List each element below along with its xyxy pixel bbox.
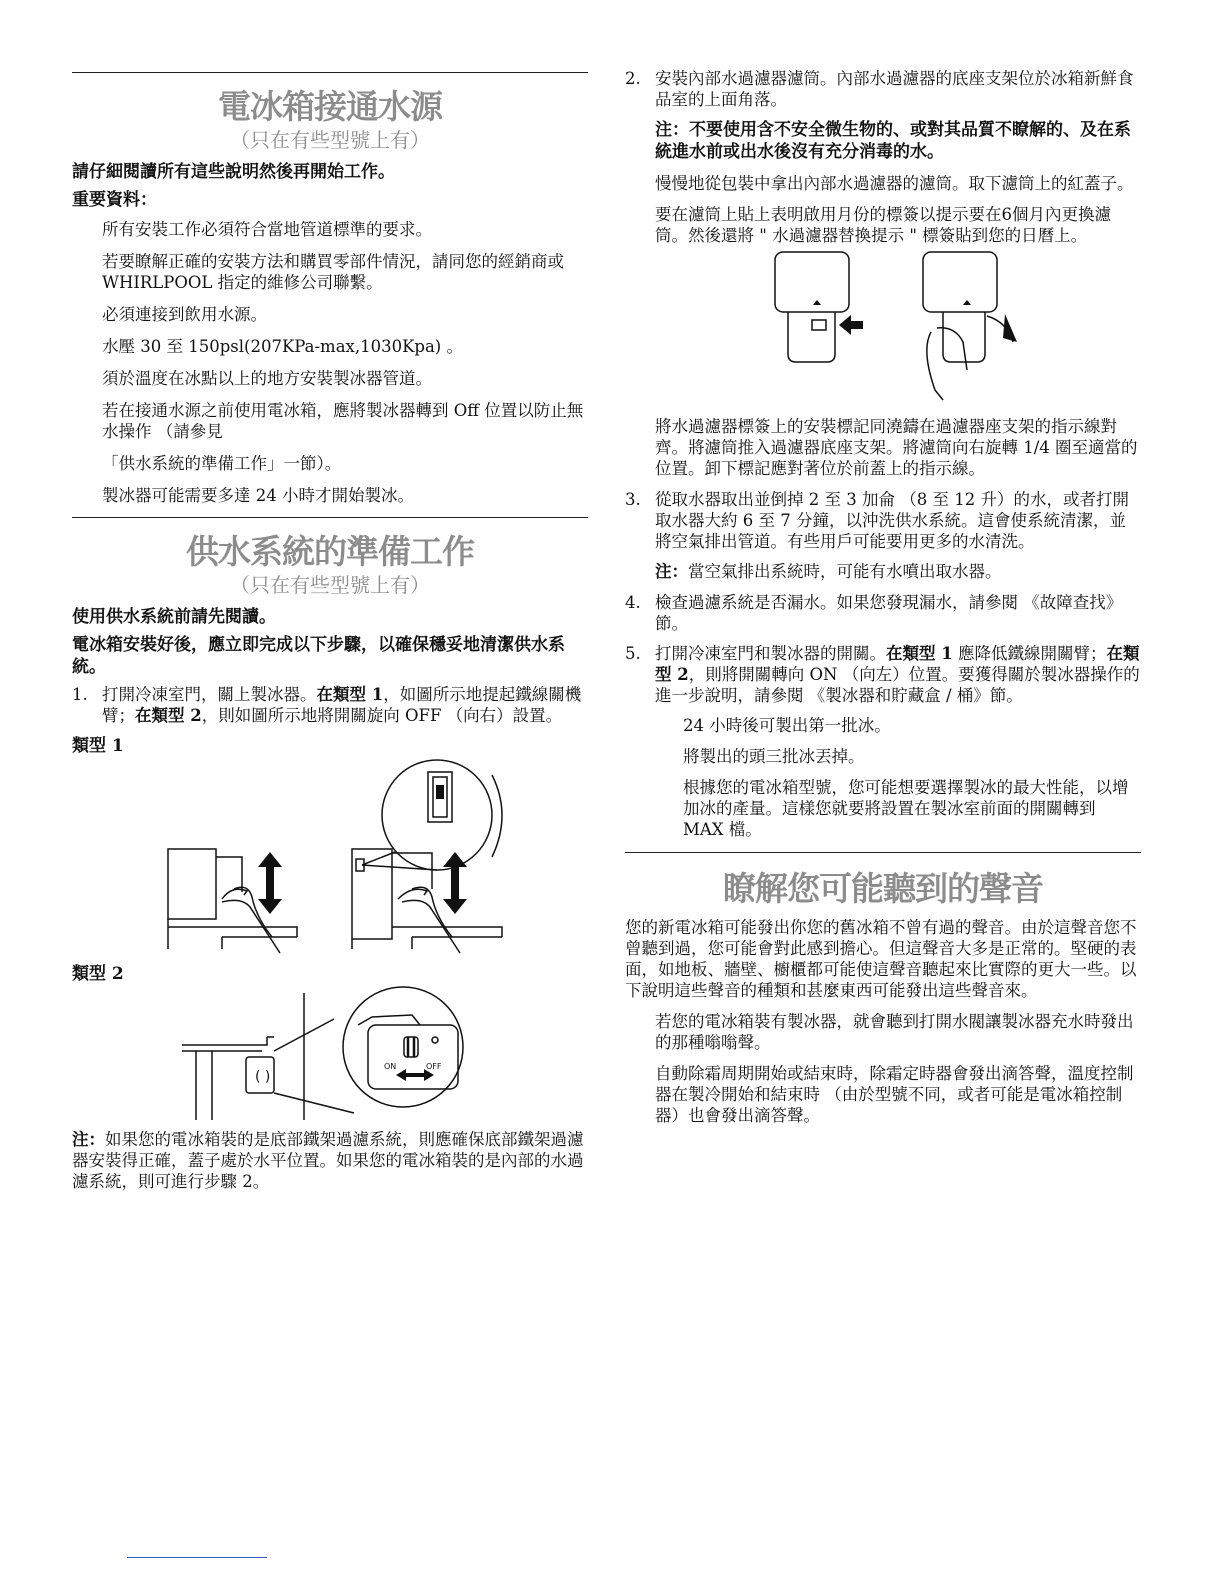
align-marks-text: 將水過濾器標簽上的安裝標記同澆鑄在過濾器座支架的指示線對齊。將濾筒推入過濾器底座支架。將濾筒向右旋轉 1/4 圈至適當的位置。卸下標記應對著位於前蓋上的指示線。 [655, 417, 1138, 478]
prep-heading: 供水系統的準備工作 [186, 532, 474, 571]
step-number: 1. [72, 685, 88, 704]
connect-subtitle: （只在有些型號上有） [230, 128, 430, 152]
step-text: 打開冷凍室門和製冰器的開關。 [655, 644, 886, 663]
step-2 [625, 68, 1141, 110]
step-3 [625, 489, 1141, 552]
connect-item: 製冰器可能需要多達 24 小時才開始製冰。 [102, 486, 414, 505]
remove-cartridge-text: 慢慢地從包裝中拿出內部水過濾器的濾筒。取下濾筒上的紅蓋子。 [655, 174, 1134, 193]
air-note [625, 561, 1141, 582]
type2-label: 類型 2 [72, 964, 124, 984]
connect-item: 若要瞭解正確的安裝方法和購買零部件情況，請同您的經銷商或 WHIRLPOOL 指定的維修公司聯繫。 [102, 252, 564, 292]
step-type-label: 在類型 1 [316, 685, 384, 704]
footer-line [127, 1557, 267, 1558]
connect-item: 若在接通水源之前使用電冰箱，應將製冰器轉到 Off 位置以防止無水操作 （請參見 [102, 401, 584, 441]
sounds-heading: 瞭解您可能聽到的聲音 [723, 869, 1043, 908]
bottom-filter-note [72, 1129, 588, 1192]
icemaker-note: 將製出的頭三批冰丟掉。 [683, 747, 865, 766]
step-number: 2. [625, 69, 641, 88]
step-number: 4. [625, 593, 641, 612]
type1-illustration [72, 757, 588, 957]
section-divider [625, 852, 1141, 853]
connect-item: 「供水系統的準備工作」一節）。 [102, 454, 342, 473]
type2-illustration [72, 985, 588, 1125]
step-text: 從取水器取出並倒掉 2 至 3 加侖 （8 至 12 升）的水，或者打開取水器大約 6 至 7 分鐘，以沖洗供水系統。這會使系統清潔，並將空氣排出管道。有些用戶可能要用更多的水清洗。 [655, 490, 1129, 551]
note-label: 注： [72, 1130, 105, 1149]
after-install-note: 電冰箱安裝好後，應立即完成以下步驟，以確保穩妥地清潔供水系統。 [72, 635, 565, 677]
sounds-item: 自動除霜周期開始或結束時，除霜定時器會發出滴答聲，溫度控制器在製冷開始和結束時 （由於型號不同，或者可能是電冰箱控制器）也會發出滴答聲。 [655, 1064, 1134, 1125]
step-type-label: 在類型 1 [886, 644, 953, 663]
step-number: 5. [625, 644, 641, 663]
important-label: 重要資料： [72, 190, 157, 210]
connect-item: 水壓 30 至 150psl(207KPa-max,1030Kpa) 。 [102, 337, 463, 356]
step-text: ，則將開關轉向 ON （向左）位置。要獲得關於製冰器操作的進一步說明，請參閱 《製冰器和貯藏盒 / 桶》節。 [655, 665, 1140, 705]
step-type-label: 在類型 2 [655, 644, 1140, 684]
type1-label: 類型 1 [72, 736, 124, 756]
connect-item: 須於溫度在冰點以上的地方安裝製冰器管道。 [102, 369, 432, 388]
filter-install-illustration [625, 250, 1141, 410]
step-text: 檢查過濾系統是否漏水。如果您發現漏水，請參閱 《故障查找》節。 [655, 593, 1123, 633]
read-first-note: 請仔細閱讀所有這些說明然後再開始工作。 [72, 162, 395, 182]
sounds-intro: 您的新電冰箱可能發出你您的舊冰箱不曾有過的聲音。由於這聲音您不曾聽到過，您可能會對此感到擔心。但這聲音大多是正常的。堅硬的表面，如地板、牆壁、櫥櫃都可能使這聲音聽起來比實際的更大一些。以下說明這些聲音的種類和甚麼東西可能發出這些聲音來。 [625, 918, 1137, 1000]
switch-on-text: ON [384, 1062, 397, 1071]
switch-off-text: OFF [426, 1062, 442, 1071]
step-text: 打開冷凍室門，關上製冰器。 [102, 685, 317, 704]
step-text: 安裝內部水過濾器濾筒。內部水過濾器的底座支架位於冰箱新鮮食品室的上面角落。 [655, 69, 1134, 109]
water-safety-warning: 注：不要使用含不安全微生物的、或對其品質不瞭解的、及在系統進水前或出水後沒有充分消毒的水。 [655, 120, 1131, 162]
label-reminder-text: 要在濾筒上貼上表明啟用月份的標簽以提示要在6個月內更換濾筒。然後還將 " 水過濾器替換提示 " 標簽貼到您的日曆上。 [655, 205, 1111, 245]
step-text: 應降低鐵線開關臂； [952, 644, 1107, 663]
step-text: ，則如圖所示地將開關旋向 OFF （向右）設置。 [201, 706, 563, 725]
svg-text:( ): ( ) [255, 1069, 271, 1085]
note-label: 注： [655, 562, 688, 581]
connect-item: 必須連接到飲用水源。 [102, 305, 267, 324]
connect-heading: 電冰箱接通水源 [218, 87, 442, 126]
icemaker-note: 24 小時後可製出第一批冰。 [683, 716, 891, 735]
icemaker-note: 根據您的電冰箱型號，您可能想要選擇製冰的最大性能，以增加冰的產量。這樣您就要將設置在製冰室前面的開關轉到 MAX 檔。 [683, 778, 1129, 839]
step-number: 3. [625, 490, 641, 509]
step-5 [625, 643, 1141, 706]
sounds-item: 若您的電冰箱裝有製冰器，就會聽到打開水閥讓製冰器充水時發出的那種嗡嗡聲。 [655, 1012, 1134, 1052]
left-column [72, 60, 588, 1192]
right-column [625, 60, 1141, 1136]
note-text: 如果您的電冰箱裝的是底部鐵架過濾系統，則應確保底部鐵架過濾器安裝得正確，蓋子處於水平位置。如果您的電冰箱裝的是內部的水過濾系統，則可進行步驟 2。 [72, 1130, 584, 1191]
step-text: ，如圖所示地提起鐵線關機臂； [102, 685, 582, 725]
step-1 [72, 684, 588, 726]
section-divider [72, 517, 588, 518]
read-before-note: 使用供水系統前請先閱讀。 [72, 607, 276, 627]
connect-item: 所有安裝工作必須符合當地管道標準的要求。 [102, 220, 432, 239]
section-divider [72, 72, 588, 73]
step-type-label: 在類型 2 [135, 706, 202, 725]
note-text: 當空氣排出系統時，可能有水噴出取水器。 [688, 562, 1002, 581]
prep-subtitle: （只在有些型號上有） [230, 573, 430, 597]
step-4 [625, 592, 1141, 634]
